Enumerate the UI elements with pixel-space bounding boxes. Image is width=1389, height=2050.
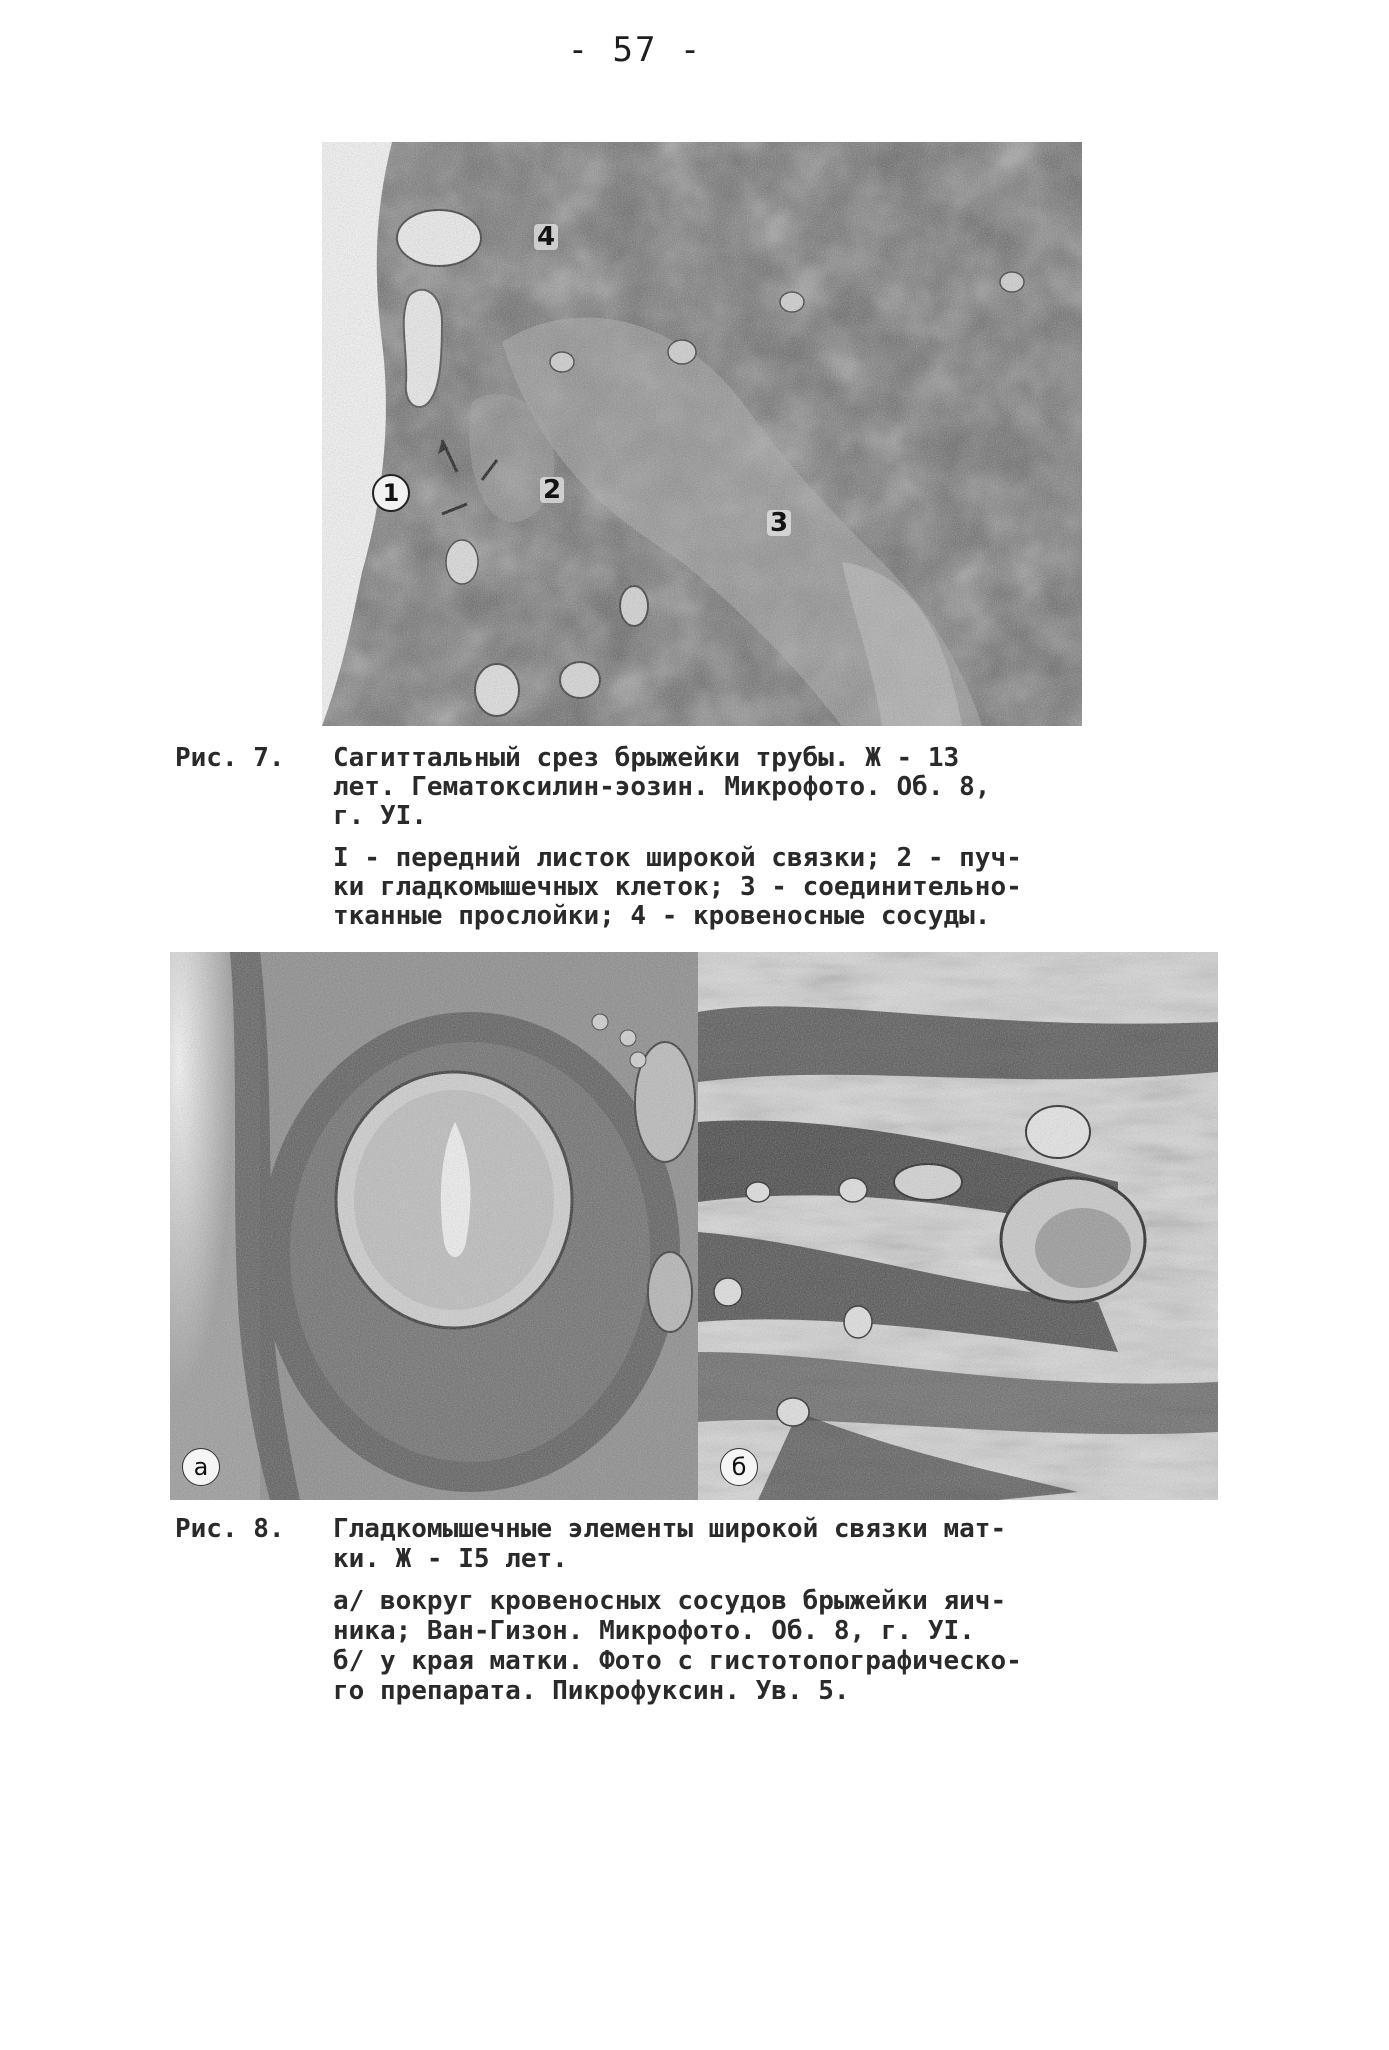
figure-8b-panel-label: б — [720, 1448, 758, 1486]
figure-8-caption-line: го препарата. Пикрофуксин. Ув. 5. — [333, 1676, 850, 1706]
figure-7-caption-line: г. УI. — [333, 801, 427, 831]
figure-7-marker-1: 1 — [372, 474, 410, 512]
figure-7-caption-line: Сагиттальный срез брыжейки трубы. Ж - 13 — [333, 743, 960, 773]
figure-8-caption — [175, 1515, 1195, 1765]
figure-7-micrograph — [322, 142, 1082, 726]
figure-7-caption-label: Рис. 7. — [175, 743, 285, 773]
figure-7-marker-2: 2 — [540, 477, 564, 503]
figure-7-caption-line: тканные прослойки; 4 - кровеносные сосуды. — [333, 901, 991, 931]
figure-8-caption-line: Гладкомышечные элементы широкой связки мат- — [333, 1514, 1007, 1544]
figure-8-caption-line: б/ у края матки. Фото с гистотопографическо- — [333, 1646, 1022, 1676]
figure-8a-image — [170, 952, 698, 1500]
figure-8a-panel-label: а — [182, 1448, 220, 1486]
figure-8-caption-line: ки. Ж - I5 лет. — [333, 1544, 568, 1574]
figure-8-caption-line: ника; Ван-Гизон. Микрофото. Об. 8, г. УI. — [333, 1616, 975, 1646]
figure-7-caption-line: ки гладкомышечных клеток; 3 - соединительно- — [333, 872, 1022, 902]
figure-7-caption — [175, 744, 1195, 934]
page-number: - 57 - — [567, 30, 703, 70]
figure-8-caption-label: Рис. 8. — [175, 1514, 285, 1544]
figure-8a-micrograph — [170, 952, 698, 1500]
figure-7-marker-4: 4 — [534, 224, 558, 250]
figure-8-caption-line: а/ вокруг кровеносных сосудов брыжейки яич- — [333, 1586, 1007, 1616]
figure-8b-micrograph — [698, 952, 1218, 1500]
figure-7-caption-line: I - передний листок широкой связки; 2 - пуч- — [333, 843, 1022, 873]
figure-7-marker-3: 3 — [767, 510, 791, 536]
figure-8b-image — [698, 952, 1218, 1500]
figure-7-caption-line: лет. Гематоксилин-эозин. Микрофото. Об. 8, — [333, 772, 991, 802]
figure-7-image — [322, 142, 1082, 726]
